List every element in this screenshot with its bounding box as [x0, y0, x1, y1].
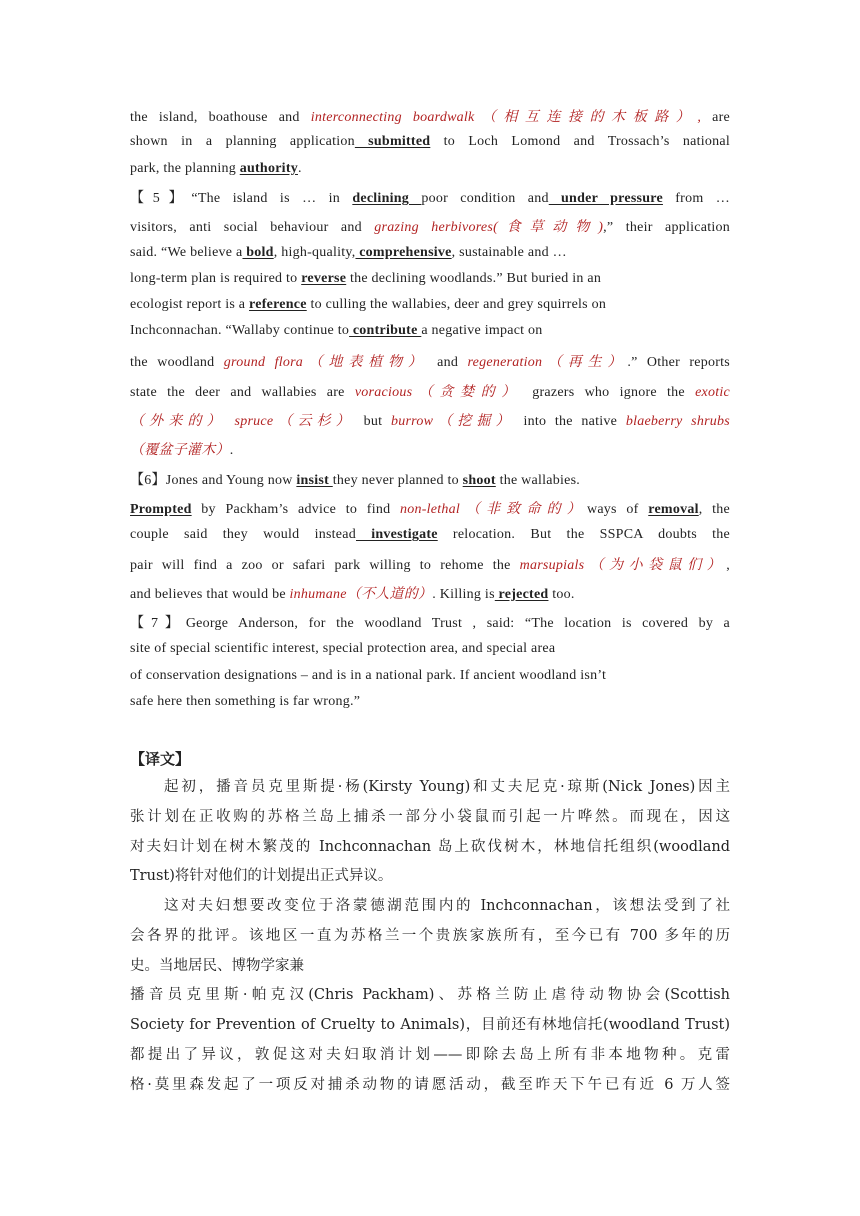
text: shown in a planning application [130, 134, 355, 149]
translation-line: 这对夫妇想要改变位于洛蒙德湖范围内的 Inchconnachan，该想法受到了社 [164, 898, 730, 914]
text: , [726, 558, 730, 573]
text: long-term plan is required to [130, 271, 302, 286]
text: but [354, 414, 391, 429]
paragraph-5-start [130, 187, 730, 207]
annotated-term: exotic [695, 385, 730, 400]
text: . [229, 443, 234, 458]
text: the declining woodlands.” But buried in an [346, 271, 602, 286]
text-line [130, 245, 730, 261]
annotated-term: burrow（挖掘） [390, 414, 515, 429]
text: , the [698, 502, 731, 517]
annotated-term: voracious（贪婪的） [354, 385, 523, 400]
translation-heading: 【译文】 [130, 750, 191, 768]
annotated-term: （覆盆子灌木） [130, 443, 230, 458]
annotated-term: regeneration（再生） [467, 355, 628, 370]
text: the wallabies. [495, 473, 581, 488]
annotated-term: interconnecting boardwalk（相互连接的木板路）, [310, 110, 702, 125]
keyword: reverse [301, 271, 347, 286]
text: said. “We believe a [130, 245, 243, 260]
translation-line: Trust)将针对他们的计划提出正式异议。 [130, 868, 393, 884]
text: . [297, 161, 302, 176]
annotated-term: blaeberry shrubs [625, 414, 731, 429]
keyword: under pressure [548, 191, 663, 206]
text: by Packham’s advice to find [191, 502, 400, 517]
text: Inchconnachan. “Wallaby continue to [130, 323, 350, 338]
text-line [130, 323, 730, 339]
text-line [130, 297, 730, 313]
keyword: rejected [494, 587, 549, 602]
text-line [130, 527, 730, 543]
keyword: Prompted [130, 502, 192, 517]
text: the island, boathouse and [130, 110, 311, 125]
text-line [130, 381, 730, 401]
translation-line: 会各界的批评。该地区一直为苏格兰一个贵族家族所有，至今已有 700 多年的历 [130, 928, 730, 944]
text-line [130, 106, 730, 126]
text: to Loch Lomond and Trossach’s national [430, 134, 730, 149]
keyword: bold [242, 245, 274, 260]
translation-line: Society for Prevention of Cruelty to Animals)，目前还有林地信托(woodland Trust) [130, 1017, 730, 1033]
keyword: insist [296, 473, 333, 488]
text-line [130, 134, 730, 150]
text: couple said they would instead [130, 527, 356, 542]
annotated-term: ground flora（地表植物） [223, 355, 428, 370]
translation-line: 史。当地居民、博物学家兼 [130, 958, 304, 974]
text: too. [548, 587, 575, 602]
text: 【5】“The island is … in [130, 191, 353, 206]
text: .” Other reports [627, 355, 730, 370]
text-line [130, 351, 730, 371]
text-line [130, 271, 730, 287]
keyword: contribute [349, 323, 422, 338]
text: visitors, anti social behaviour and [130, 220, 375, 235]
translation-line: 对夫妇计划在树木繁茂的 Inchconnachan 岛上砍伐树木，林地信托组织(woodland [130, 839, 730, 855]
translation-line: 张计划在正收购的苏格兰岛上捕杀一部分小袋鼠而引起一片哗然。而现在，因这 [130, 809, 730, 825]
annotated-term: inhumane（不人道的） [289, 587, 433, 602]
text: 【6】Jones and Young now [130, 473, 297, 488]
text-line: of conservation designations – and is in a national park. If ancient woodland isn’t [130, 668, 607, 683]
text: from … [662, 191, 731, 206]
text: , sustainable and … [451, 245, 567, 260]
text-line [130, 410, 730, 430]
text: pair will find a zoo or safari park willing to rehome the [130, 558, 520, 573]
paragraph-7-start: 【7】George Anderson, for the woodland Trust , said: “The location is covered by a [130, 616, 730, 631]
translation-line: 起初，播音员克里斯提·杨(Kirsty Young)和丈夫尼克·琼斯(Nick Jones)因主 [164, 779, 730, 795]
keyword: submitted [354, 134, 431, 149]
keyword: comprehensive [355, 245, 452, 260]
keyword: reference [249, 297, 307, 312]
text: ways of [586, 502, 649, 517]
text: and [427, 355, 468, 370]
annotated-term: grazing herbivores(食草动物) [374, 220, 604, 235]
translation-line: 都提出了异议，敦促这对夫妇取消计划——即除去岛上所有非本地物种。克雷 [130, 1047, 730, 1063]
text: grazers who ignore the [522, 385, 696, 400]
text: ecologist report is a [130, 297, 250, 312]
text-line [130, 439, 730, 459]
text: and believes that would be [130, 587, 290, 602]
text: into the native [514, 414, 626, 429]
paragraph-6-start [130, 469, 730, 489]
text: are [701, 110, 731, 125]
text: they never planned to [332, 473, 463, 488]
text-line: site of special scientific interest, special protection area, and special area [130, 641, 556, 656]
annotated-term: non-lethal（非致命的） [400, 502, 587, 517]
text: to culling the wallabies, deer and grey squirrels on [306, 297, 607, 312]
translation-line: 格·莫里森发起了一项反对捕杀动物的请愿活动，截至昨天下午已有近 6 万人签 [130, 1077, 730, 1093]
text-line: safe here then something is far wrong.” [130, 694, 361, 709]
text: ,” their application [603, 220, 730, 235]
keyword: investigate [355, 527, 438, 542]
text: park, the planning [130, 161, 240, 176]
text-line [130, 216, 730, 236]
text: the woodland [130, 355, 224, 370]
keyword: removal [648, 502, 699, 517]
text-line [130, 161, 730, 177]
keyword: shoot [462, 473, 496, 488]
text-line [130, 554, 730, 574]
text: . Killing is [432, 587, 495, 602]
text-line [130, 498, 730, 518]
text: relocation. But the SSPCA doubts the [437, 527, 731, 542]
keyword: authority [239, 161, 298, 176]
text: a negative impact on [421, 323, 543, 338]
annotated-term: marsupials（为小袋鼠们） [519, 558, 727, 573]
translation-line: 播音员克里斯·帕克汉(Chris Packham)、苏格兰防止虐待动物协会(Scottish [130, 987, 730, 1003]
text-line [130, 583, 730, 603]
keyword: declining [352, 191, 422, 206]
text: , high-quality, [273, 245, 356, 260]
text: poor condition and [421, 191, 549, 206]
annotated-term: （外来的） spruce（云杉） [130, 414, 355, 429]
text: state the deer and wallabies are [130, 385, 355, 400]
